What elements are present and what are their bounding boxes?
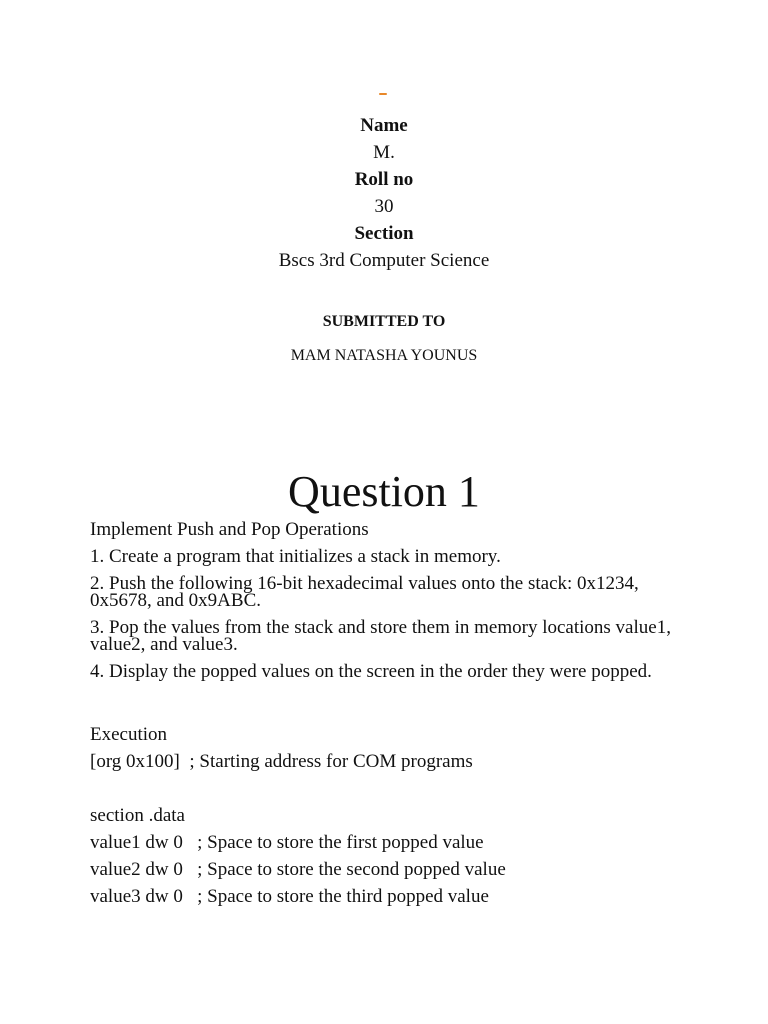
question-title: Question 1 (288, 467, 480, 516)
step-4: 4. Display the popped values on the screen in the order they were popped. (90, 661, 652, 682)
step-1: 1. Create a program that initializes a stack in memory. (90, 546, 501, 567)
roll-value: 30 (374, 196, 394, 217)
code-line-section: section .data (90, 805, 185, 826)
code-line-blank (90, 775, 690, 802)
cover-info (0, 112, 768, 274)
execution-heading: Execution (90, 724, 168, 745)
step-3: 3. Pop the values from the stack and store them in memory locations value1, value2, and value3. (90, 617, 671, 655)
submission-block (0, 310, 768, 368)
code-line-value2: value2 dw 0 ; Space to store the second popped value (90, 859, 506, 880)
decorative-mark (379, 93, 387, 95)
section-value: Bscs 3rd Computer Science (278, 250, 490, 271)
question-body (90, 516, 690, 910)
question-subtitle: Implement Push and Pop Operations (90, 519, 369, 540)
name-label: Name (360, 115, 408, 136)
code-line-org: [org 0x100] ; Starting address for COM programs (90, 751, 473, 772)
section-label: Section (354, 223, 414, 244)
step-2: 2. Push the following 16-bit hexadecimal values onto the stack: 0x1234, 0x5678, and 0x9ABC. (90, 573, 639, 611)
code-line-value3: value3 dw 0 ; Space to store the third popped value (90, 886, 489, 907)
submitted-to-heading: SUBMITTED TO (322, 313, 446, 330)
roll-label: Roll no (354, 169, 414, 190)
name-value: M. (373, 142, 395, 163)
spacer (90, 695, 690, 721)
teacher-name: MAM NATASHA YOUNUS (290, 347, 478, 364)
code-line-value1: value1 dw 0 ; Space to store the first popped value (90, 832, 484, 853)
